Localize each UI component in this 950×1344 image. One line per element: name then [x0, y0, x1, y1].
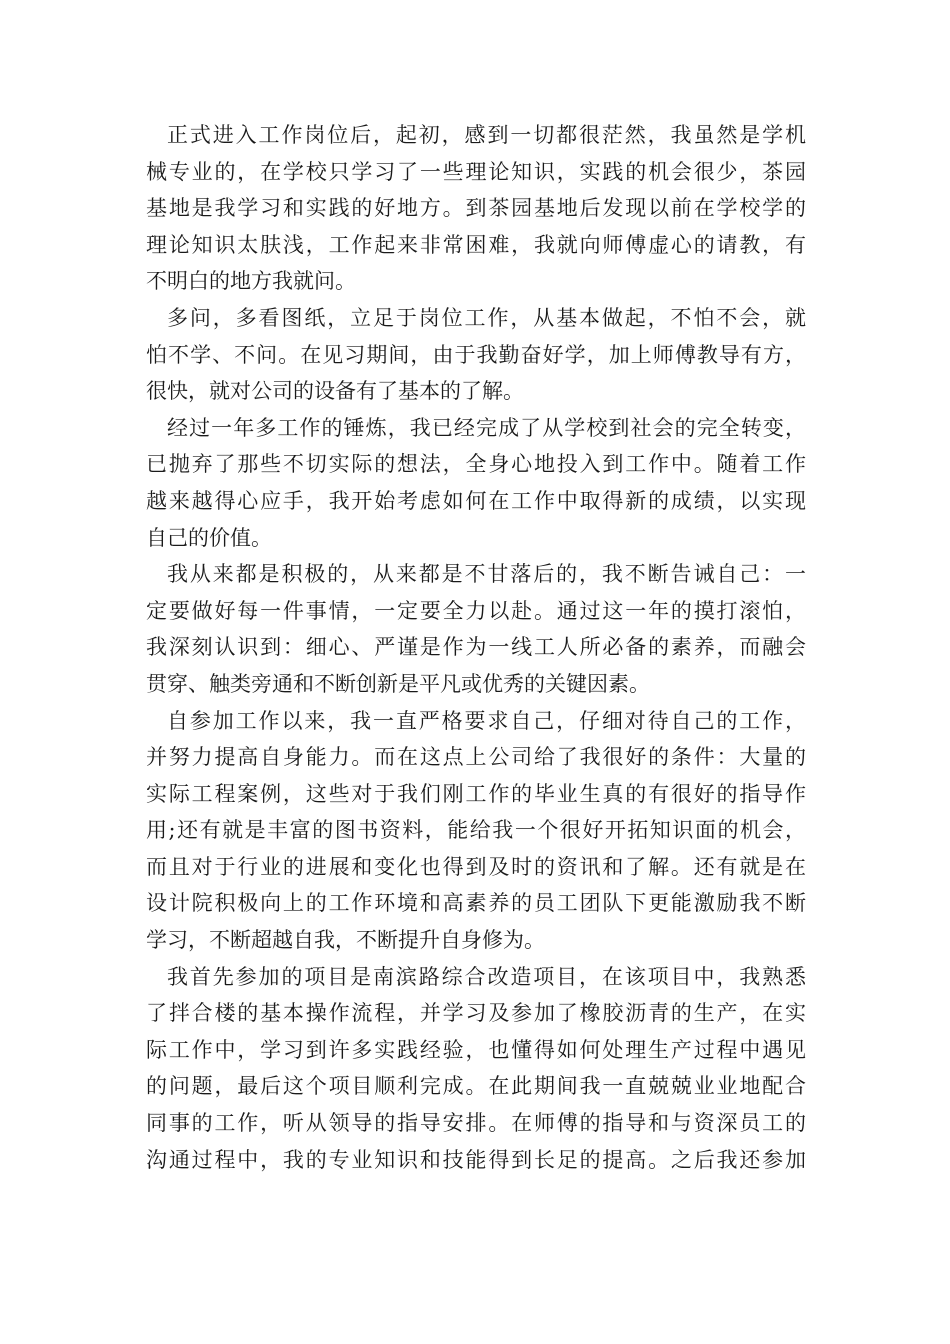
text-line: 我深刻认识到：细心、严谨是作为一线工人所必备的素养，而融会	[146, 635, 806, 660]
text-line: 并努力提高自身能力。而在这点上公司给了我很好的条件：大量的	[146, 745, 806, 770]
text-line: 际工作中，学习到许多实践经验，也懂得如何处理生产过程中遇见	[146, 1037, 806, 1062]
text-line: 理论知识太肤浅，工作起来非常困难，我就向师傅虚心的请教，有	[146, 232, 806, 257]
paragraph	[146, 300, 806, 410]
paragraph	[146, 556, 806, 702]
text-line: 而且对于行业的进展和变化也得到及时的资讯和了解。还有就是在	[146, 854, 806, 879]
text-line: 怕不学、不问。在见习期间，由于我勤奋好学，加上师傅教导有方，	[146, 342, 806, 367]
text-line: 我从来都是积极的，从来都是不甘落后的，我不断告诫自己：一	[167, 562, 806, 587]
text-line: 械专业的，在学校只学习了一些理论知识，实践的机会很少，茶园	[146, 159, 806, 184]
text-line: 贯穿、触类旁通和不断创新是平凡或优秀的关键因素。	[146, 671, 650, 696]
text-line: 经过一年多工作的锤炼，我已经完成了从学校到社会的完全转变，	[167, 415, 806, 440]
text-line: 自参加工作以来，我一直严格要求自己，仔细对待自己的工作，	[167, 708, 806, 733]
text-line: 正式进入工作岗位后，起初，感到一切都很茫然，我虽然是学机	[167, 123, 806, 147]
text-line: 的问题，最后这个项目顺利完成。在此期间我一直兢兢业业地配合	[146, 1074, 806, 1099]
paragraph	[146, 117, 806, 300]
text-line: 基地是我学习和实践的好地方。到茶园基地后发现以前在学校学的	[146, 196, 806, 221]
text-line: 我首先参加的项目是南滨路综合改造项目，在该项目中，我熟悉	[167, 964, 806, 989]
text-line: 学习，不断超越自我，不断提升自身修为。	[146, 928, 545, 953]
text-line: 自己的价值。	[146, 525, 272, 550]
text-line: 已抛弃了那些不切实际的想法，全身心地投入到工作中。随着工作	[146, 452, 806, 477]
text-line: 定要做好每一件事情，一定要全力以赴。通过这一年的摸打滚怕，	[146, 598, 806, 623]
text-line: 沟通过程中，我的专业知识和技能得到长足的提高。之后我还参加	[146, 1147, 806, 1172]
text-line: 同事的工作，听从领导的指导安排。在师傅的指导和与资深员工的	[146, 1111, 806, 1136]
text-line: 不明白的地方我就问。	[146, 269, 356, 294]
text-line: 多问，多看图纸，立足于岗位工作，从基本做起，不怕不会，就	[167, 305, 806, 330]
text-line: 用;还有就是丰富的图书资料，能给我一个很好开拓知识面的机会，	[146, 818, 806, 843]
text-line: 实际工程案例，这些对于我们刚工作的毕业生真的有很好的指导作	[146, 781, 806, 806]
paragraph	[146, 703, 806, 959]
text-line: 很快，就对公司的设备有了基本的了解。	[146, 379, 524, 404]
paragraph	[146, 959, 806, 1179]
paragraph	[146, 410, 806, 556]
document-body	[146, 117, 806, 1178]
text-line: 设计院积极向上的工作环境和高素养的员工团队下更能激励我不断	[146, 891, 806, 916]
text-line: 了拌合楼的基本操作流程，并学习及参加了橡胶沥青的生产，在实	[146, 1001, 806, 1026]
text-line: 越来越得心应手，我开始考虑如何在工作中取得新的成绩，以实现	[146, 488, 806, 513]
